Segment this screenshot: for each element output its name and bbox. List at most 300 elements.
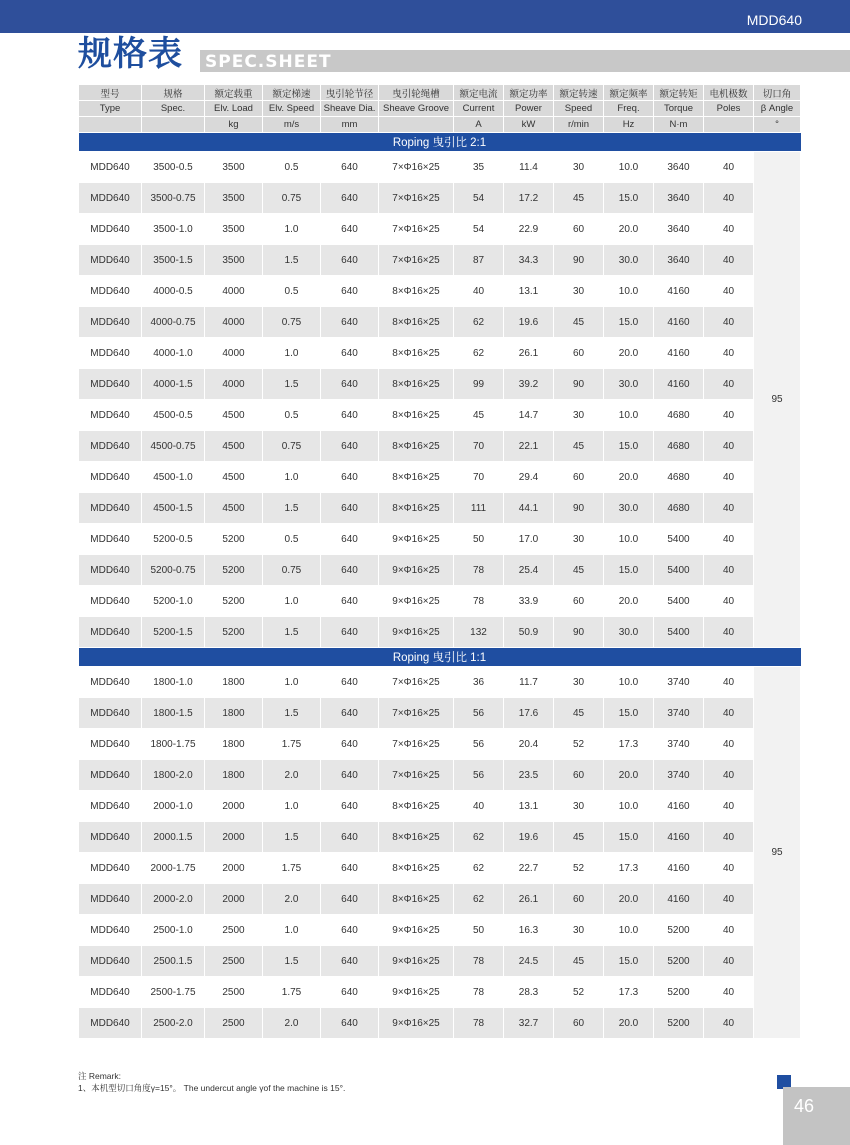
table-row (79, 729, 801, 760)
table-cell: 90 (554, 369, 604, 400)
table-cell: 8×Φ16×25 (379, 822, 454, 853)
table-cell: 45 (554, 431, 604, 462)
table-cell: 16.3 (504, 915, 554, 946)
header-cell: Hz (604, 117, 654, 133)
header-cell: 额定频率 (604, 85, 654, 101)
table-cell: 1.0 (263, 462, 321, 493)
table-cell: 56 (454, 698, 504, 729)
table-cell: 8×Φ16×25 (379, 369, 454, 400)
table-cell: 1.5 (263, 617, 321, 648)
table-cell: 17.3 (604, 729, 654, 760)
table-cell: 70 (454, 462, 504, 493)
table-cell: 3740 (654, 729, 704, 760)
table-cell: 640 (321, 915, 379, 946)
header-cell (704, 117, 754, 133)
table-cell: 4680 (654, 462, 704, 493)
table-cell: 30.0 (604, 369, 654, 400)
header-cell: m/s (263, 117, 321, 133)
table-cell: 10.0 (604, 667, 654, 698)
table-cell: 62 (454, 853, 504, 884)
table-cell: MDD640 (79, 400, 142, 431)
table-cell: 40 (704, 276, 754, 307)
table-cell: MDD640 (79, 791, 142, 822)
table-cell: 40 (704, 338, 754, 369)
table-cell: 40 (704, 400, 754, 431)
table-cell: 32.7 (504, 1008, 554, 1039)
table-row (79, 214, 801, 245)
table-cell: 640 (321, 307, 379, 338)
table-cell: 1.0 (263, 667, 321, 698)
table-cell: 5200 (654, 1008, 704, 1039)
table-cell: 8×Φ16×25 (379, 400, 454, 431)
table-cell: 4160 (654, 853, 704, 884)
table-cell: 4500 (205, 400, 263, 431)
table-cell: MDD640 (79, 152, 142, 183)
table-cell: 20.0 (604, 214, 654, 245)
table-cell: 40 (704, 307, 754, 338)
table-cell: 0.75 (263, 431, 321, 462)
table-cell: 54 (454, 183, 504, 214)
table-cell: 1.0 (263, 915, 321, 946)
table-cell: 23.5 (504, 760, 554, 791)
table-row (79, 493, 801, 524)
table-cell: 4000-0.5 (142, 276, 205, 307)
table-cell: 640 (321, 791, 379, 822)
table-cell: 640 (321, 729, 379, 760)
table-cell: 3640 (654, 183, 704, 214)
table-cell: 15.0 (604, 555, 654, 586)
table-cell: 35 (454, 152, 504, 183)
table-cell: 20.0 (604, 1008, 654, 1039)
table-cell: 2500 (205, 1008, 263, 1039)
table-cell: 5200-0.5 (142, 524, 205, 555)
table-cell: 640 (321, 667, 379, 698)
table-cell: 640 (321, 853, 379, 884)
table-cell: 640 (321, 214, 379, 245)
angle-cell: 95 (754, 152, 801, 648)
table-cell: 5200 (205, 555, 263, 586)
table-cell: 5200 (654, 977, 704, 1008)
table-cell: 4500-1.0 (142, 462, 205, 493)
table-cell: 4500-0.5 (142, 400, 205, 431)
table-cell: MDD640 (79, 853, 142, 884)
table-cell: 11.7 (504, 667, 554, 698)
table-cell: 78 (454, 977, 504, 1008)
table-cell: 2000 (205, 822, 263, 853)
table-cell: 52 (554, 977, 604, 1008)
table-cell: MDD640 (79, 946, 142, 977)
table-cell: 20.4 (504, 729, 554, 760)
table-cell: 1800 (205, 760, 263, 791)
table-cell: 15.0 (604, 307, 654, 338)
table-cell: 5200 (205, 524, 263, 555)
table-cell: 0.5 (263, 524, 321, 555)
table-row (79, 245, 801, 276)
spec-table (78, 84, 801, 1039)
table-cell: 640 (321, 524, 379, 555)
angle-cell: 95 (754, 667, 801, 1039)
table-cell: MDD640 (79, 369, 142, 400)
table-cell: 5200 (654, 915, 704, 946)
header-cell: Elv. Load (205, 101, 263, 117)
table-cell: 40 (704, 729, 754, 760)
table-cell: 1800 (205, 729, 263, 760)
table-row (79, 152, 801, 183)
table-cell: 54 (454, 214, 504, 245)
header-cell (142, 117, 205, 133)
table-cell: 30 (554, 524, 604, 555)
table-cell: 28.3 (504, 977, 554, 1008)
table-cell: 40 (704, 791, 754, 822)
header-cell: Poles (704, 101, 754, 117)
table-cell: 40 (704, 462, 754, 493)
table-cell: 26.1 (504, 884, 554, 915)
table-cell: 10.0 (604, 524, 654, 555)
table-cell: 640 (321, 946, 379, 977)
table-cell: MDD640 (79, 338, 142, 369)
table-cell: 40 (704, 760, 754, 791)
header-cell: 切口角 (754, 85, 801, 101)
table-cell: 7×Φ16×25 (379, 667, 454, 698)
remark-label: 注 Remark: (78, 1071, 121, 1081)
table-cell: 3500 (205, 245, 263, 276)
table-row (79, 791, 801, 822)
table-cell: 2500.1.5 (142, 946, 205, 977)
table-cell: 1.5 (263, 493, 321, 524)
table-cell: 45 (554, 698, 604, 729)
section-title: Roping 曳引比 2:1 (79, 133, 801, 152)
table-cell: 4160 (654, 276, 704, 307)
header-cell: Freq. (604, 101, 654, 117)
table-cell: 2000-2.0 (142, 884, 205, 915)
table-cell: 60 (554, 1008, 604, 1039)
table-cell: 8×Φ16×25 (379, 307, 454, 338)
table-cell: 4160 (654, 822, 704, 853)
table-cell: 40 (704, 524, 754, 555)
table-cell: 4680 (654, 493, 704, 524)
table-cell: 0.5 (263, 152, 321, 183)
table-cell: 3740 (654, 667, 704, 698)
table-cell: 8×Φ16×25 (379, 338, 454, 369)
table-cell: 8×Φ16×25 (379, 884, 454, 915)
table-cell: 24.5 (504, 946, 554, 977)
table-cell: MDD640 (79, 617, 142, 648)
table-row (79, 884, 801, 915)
table-cell: 4000 (205, 276, 263, 307)
table-cell: 4160 (654, 307, 704, 338)
table-cell: 9×Φ16×25 (379, 555, 454, 586)
table-cell: 9×Φ16×25 (379, 977, 454, 1008)
table-cell: 1.75 (263, 729, 321, 760)
table-cell: 30 (554, 152, 604, 183)
table-cell: 30.0 (604, 617, 654, 648)
table-cell: 36 (454, 667, 504, 698)
table-cell: 640 (321, 977, 379, 1008)
table-cell: 2.0 (263, 760, 321, 791)
table-cell: 2000-1.75 (142, 853, 205, 884)
table-cell: 17.6 (504, 698, 554, 729)
header-cell: 额定功率 (504, 85, 554, 101)
table-cell: 10.0 (604, 791, 654, 822)
table-cell: 640 (321, 555, 379, 586)
table-cell: 2500-1.0 (142, 915, 205, 946)
section-header-row (79, 133, 801, 152)
table-cell: 3500-1.0 (142, 214, 205, 245)
table-cell: 10.0 (604, 915, 654, 946)
table-cell: 40 (704, 214, 754, 245)
table-cell: 8×Φ16×25 (379, 431, 454, 462)
table-cell: 0.5 (263, 276, 321, 307)
table-cell: 8×Φ16×25 (379, 791, 454, 822)
table-cell: 5200-1.0 (142, 586, 205, 617)
table-cell: 15.0 (604, 431, 654, 462)
header-cell: Current (454, 101, 504, 117)
table-cell: 15.0 (604, 822, 654, 853)
table-cell: 40 (704, 555, 754, 586)
table-cell: 2000 (205, 791, 263, 822)
header-cell: Sheave Groove (379, 101, 454, 117)
table-cell: 7×Φ16×25 (379, 152, 454, 183)
table-cell: 50 (454, 915, 504, 946)
table-cell: 2000.1.5 (142, 822, 205, 853)
header-cell: 额定转速 (554, 85, 604, 101)
table-cell: 10.0 (604, 400, 654, 431)
table-cell: 19.6 (504, 307, 554, 338)
table-cell: 0.5 (263, 400, 321, 431)
header-cell: mm (321, 117, 379, 133)
table-cell: 640 (321, 152, 379, 183)
table-cell: 29.4 (504, 462, 554, 493)
table-cell: 40 (704, 977, 754, 1008)
table-cell: 640 (321, 760, 379, 791)
table-cell: 0.75 (263, 307, 321, 338)
table-cell: 40 (704, 884, 754, 915)
table-cell: 2500 (205, 946, 263, 977)
table-cell: MDD640 (79, 1008, 142, 1039)
table-cell: 50.9 (504, 617, 554, 648)
table-cell: MDD640 (79, 276, 142, 307)
table-cell: 45 (554, 822, 604, 853)
table-row (79, 338, 801, 369)
table-cell: 2.0 (263, 884, 321, 915)
table-cell: 40 (704, 853, 754, 884)
table-row (79, 977, 801, 1008)
top-bar (0, 0, 850, 33)
table-cell: MDD640 (79, 183, 142, 214)
table-cell: 1.75 (263, 853, 321, 884)
table-cell: 1.5 (263, 946, 321, 977)
table-cell: 40 (704, 369, 754, 400)
table-cell: 15.0 (604, 183, 654, 214)
table-cell: 640 (321, 431, 379, 462)
table-cell: 5200 (205, 617, 263, 648)
table-cell: 640 (321, 617, 379, 648)
header-cell: kg (205, 117, 263, 133)
table-cell: MDD640 (79, 493, 142, 524)
table-cell: 40 (704, 698, 754, 729)
table-row (79, 400, 801, 431)
table-cell: 5400 (654, 555, 704, 586)
header-cell: 规格 (142, 85, 205, 101)
table-cell: 15.0 (604, 698, 654, 729)
header-cell: N·m (654, 117, 704, 133)
table-cell: 40 (704, 245, 754, 276)
table-cell: MDD640 (79, 729, 142, 760)
table-cell: 30 (554, 915, 604, 946)
table-row (79, 946, 801, 977)
table-cell: 1.5 (263, 698, 321, 729)
table-cell: 40 (704, 822, 754, 853)
table-cell: 1.0 (263, 586, 321, 617)
table-cell: 1800 (205, 698, 263, 729)
table-cell: 40 (704, 667, 754, 698)
section-header-row (79, 648, 801, 667)
table-cell: 62 (454, 307, 504, 338)
table-cell: MDD640 (79, 524, 142, 555)
table-cell: 15.0 (604, 946, 654, 977)
table-cell: 7×Φ16×25 (379, 214, 454, 245)
table-row (79, 555, 801, 586)
table-cell: 70 (454, 431, 504, 462)
table-cell: 13.1 (504, 791, 554, 822)
header-cell: Power (504, 101, 554, 117)
table-cell: 3500-0.5 (142, 152, 205, 183)
table-cell: 9×Φ16×25 (379, 946, 454, 977)
table-cell: MDD640 (79, 884, 142, 915)
table-row (79, 667, 801, 698)
table-cell: 20.0 (604, 760, 654, 791)
table-cell: 3640 (654, 152, 704, 183)
table-cell: 640 (321, 462, 379, 493)
table-cell: 1800-1.75 (142, 729, 205, 760)
table-cell: 4000-1.5 (142, 369, 205, 400)
table-cell: 99 (454, 369, 504, 400)
table-cell: 45 (554, 307, 604, 338)
table-cell: 4000-0.75 (142, 307, 205, 338)
table-cell: 4160 (654, 884, 704, 915)
table-cell: 40 (704, 183, 754, 214)
table-cell: 0.75 (263, 555, 321, 586)
table-cell: 4500-0.75 (142, 431, 205, 462)
table-row (79, 183, 801, 214)
header-cell: β Angle (754, 101, 801, 117)
table-cell: MDD640 (79, 214, 142, 245)
table-cell: 1800-1.5 (142, 698, 205, 729)
table-row (79, 369, 801, 400)
model-code: MDD640 (746, 12, 802, 28)
table-cell: 1.0 (263, 791, 321, 822)
table-cell: 1800-1.0 (142, 667, 205, 698)
table-cell: 40 (704, 493, 754, 524)
table-cell: 17.3 (604, 853, 654, 884)
table-cell: 3500-0.75 (142, 183, 205, 214)
header-cell (379, 117, 454, 133)
table-cell: 640 (321, 276, 379, 307)
table-cell: 4680 (654, 400, 704, 431)
header-cell: Torque (654, 101, 704, 117)
table-cell: 5200-0.75 (142, 555, 205, 586)
table-cell: 4680 (654, 431, 704, 462)
table-cell: 8×Φ16×25 (379, 276, 454, 307)
table-row (79, 822, 801, 853)
table-cell: 39.2 (504, 369, 554, 400)
table-cell: 1.0 (263, 338, 321, 369)
table-cell: 5200 (654, 946, 704, 977)
table-header-row (79, 85, 801, 101)
table-cell: MDD640 (79, 586, 142, 617)
table-cell: 1.5 (263, 245, 321, 276)
table-row (79, 586, 801, 617)
table-cell: 2000 (205, 853, 263, 884)
table-row (79, 431, 801, 462)
header-cell: Elv. Speed (263, 101, 321, 117)
table-cell: 20.0 (604, 884, 654, 915)
page-number: 46 (793, 1096, 815, 1116)
table-cell: 20.0 (604, 338, 654, 369)
table-cell: 22.7 (504, 853, 554, 884)
page-title-cn: 规格表 (78, 34, 183, 74)
table-cell: 640 (321, 400, 379, 431)
section-title: Roping 曳引比 1:1 (79, 648, 801, 667)
table-cell: 40 (454, 276, 504, 307)
table-cell: 30 (554, 276, 604, 307)
table-cell: 5400 (654, 617, 704, 648)
table-header-row (79, 101, 801, 117)
header-cell: 额定梯速 (263, 85, 321, 101)
table-cell: 9×Φ16×25 (379, 524, 454, 555)
table-cell: 640 (321, 183, 379, 214)
table-row (79, 276, 801, 307)
table-cell: 9×Φ16×25 (379, 617, 454, 648)
table-cell: 11.4 (504, 152, 554, 183)
table-cell: 17.2 (504, 183, 554, 214)
table-cell: 4160 (654, 338, 704, 369)
table-cell: 62 (454, 822, 504, 853)
header-cell: Speed (554, 101, 604, 117)
table-row (79, 915, 801, 946)
table-cell: 3740 (654, 698, 704, 729)
table-cell: 1.0 (263, 214, 321, 245)
table-cell: 45 (554, 555, 604, 586)
table-cell: 3500 (205, 183, 263, 214)
header-cell: ° (754, 117, 801, 133)
table-cell: 4500 (205, 493, 263, 524)
table-cell: 62 (454, 884, 504, 915)
table-cell: 7×Φ16×25 (379, 729, 454, 760)
table-cell: MDD640 (79, 555, 142, 586)
table-row (79, 307, 801, 338)
table-cell: 1800 (205, 667, 263, 698)
table-cell: 4000-1.0 (142, 338, 205, 369)
table-cell: 7×Φ16×25 (379, 760, 454, 791)
header-cell: 额定电流 (454, 85, 504, 101)
table-cell: 17.3 (604, 977, 654, 1008)
table-cell: 56 (454, 760, 504, 791)
table-cell: 33.9 (504, 586, 554, 617)
table-cell: 52 (554, 853, 604, 884)
table-cell: 640 (321, 369, 379, 400)
header-cell: 型号 (79, 85, 142, 101)
page-title-en: SPEC.SHEET (205, 52, 332, 72)
table-cell: 640 (321, 338, 379, 369)
table-cell: 1800-2.0 (142, 760, 205, 791)
table-cell: 1.5 (263, 369, 321, 400)
table-cell: 60 (554, 462, 604, 493)
table-cell: 60 (554, 586, 604, 617)
table-cell: 20.0 (604, 586, 654, 617)
table-header-row (79, 117, 801, 133)
table-cell: 52 (554, 729, 604, 760)
